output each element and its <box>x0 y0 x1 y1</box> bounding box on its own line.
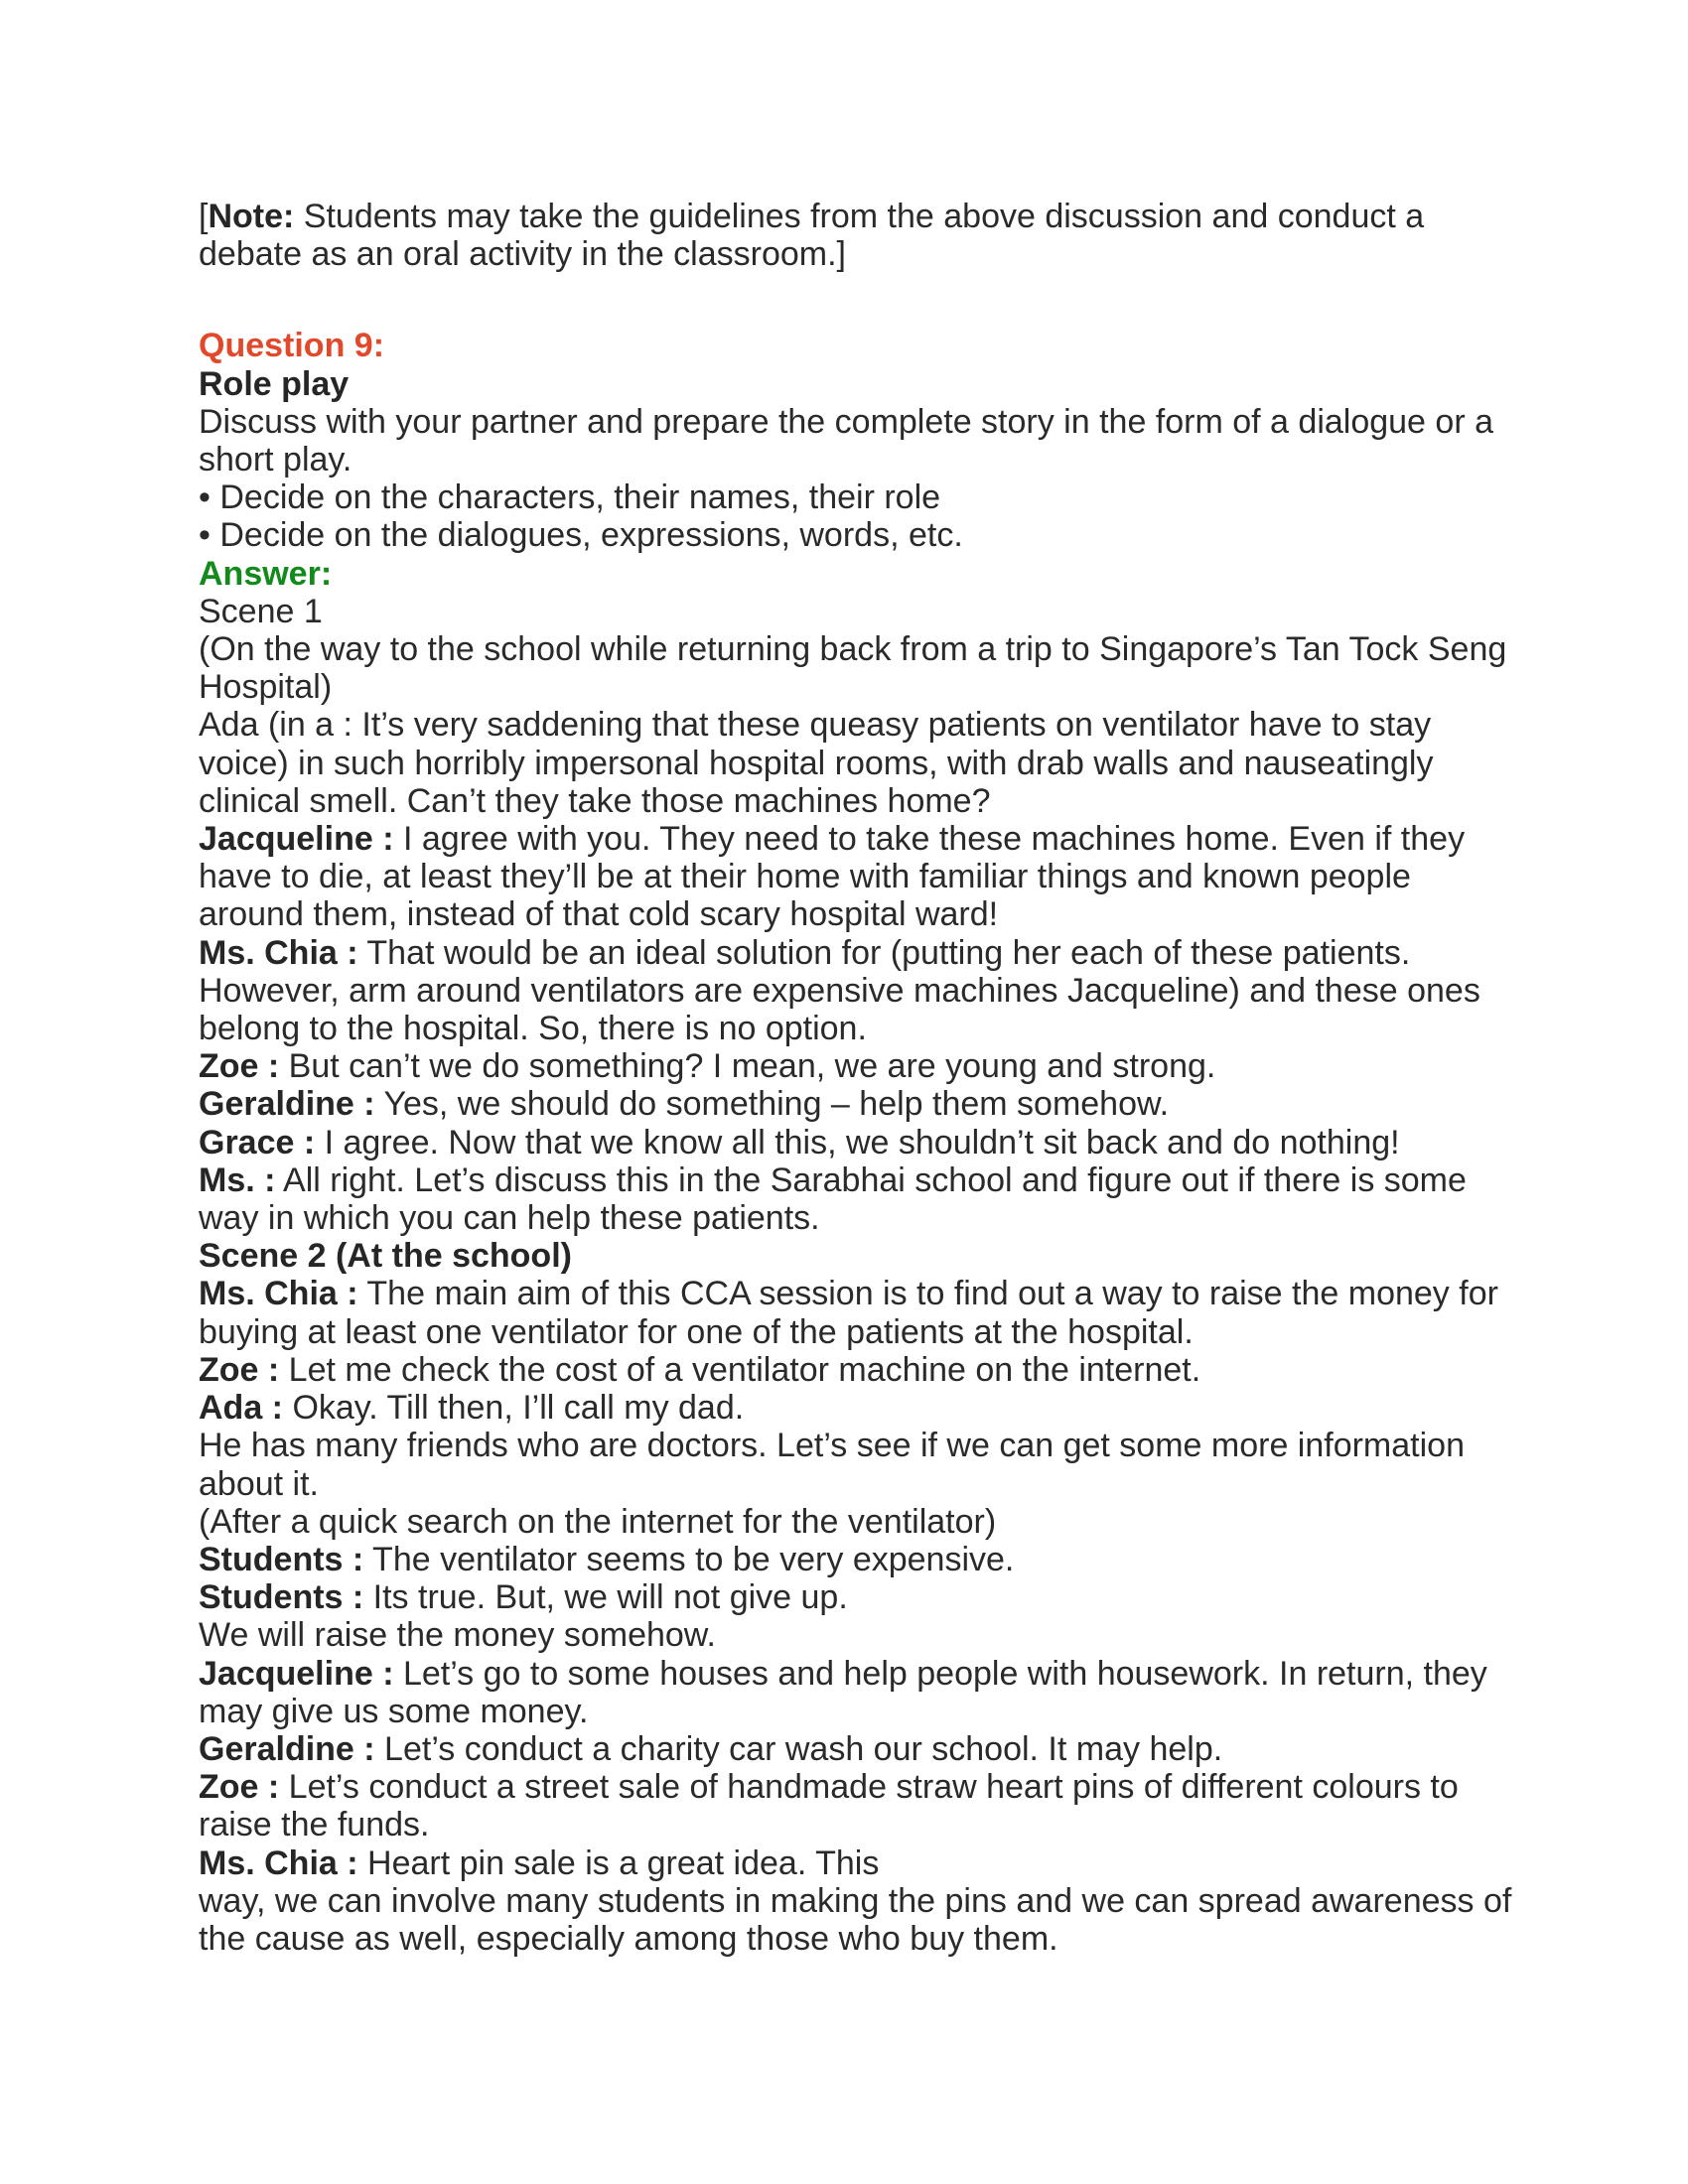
dialogue-line <box>199 934 1519 1048</box>
scene-heading: Scene 2 (At the school) <box>199 1237 572 1276</box>
speaker-name: Jacqueline : <box>199 820 394 859</box>
dialogue-line <box>199 1427 1519 1502</box>
dialogue-line <box>199 706 1519 820</box>
speaker-name: Ada : <box>199 1389 283 1428</box>
dialogue-text: The ventilator seems to be very expensive. <box>363 1540 1015 1578</box>
scene-1-direction: (On the way to the school while returning back from a trip to Singapore’s Tan Tock Seng Hospital) <box>199 630 1507 707</box>
dialogue-line <box>199 1351 1519 1389</box>
speaker-name: Ms. : <box>199 1160 276 1199</box>
speaker-name: Zoe : <box>199 1350 280 1389</box>
dialogue-text: Heart pin sale is a great idea. This <box>357 1843 880 1882</box>
dialogue-line <box>199 1124 1519 1161</box>
speaker-name: Students : <box>199 1540 364 1578</box>
dialogue-text: I agree with you. They need to take these machines home. Even if they have to die, at least they’ll be at their home with familiar things and known people around them, instead of that cold scary hospital ward! <box>199 820 1466 934</box>
bullet-item: • Decide on the dialogues, expressions, words, etc. <box>199 516 963 555</box>
question-prompt: Discuss with your partner and prepare the complete story in the form of a dialogue or a short play. <box>199 402 1494 479</box>
speaker-name: Grace : <box>199 1123 316 1161</box>
note-text: Students may take the guidelines from the above discussion and conduct a debate as an oral activity in the classroom.] <box>199 198 1425 274</box>
dialogue-text: He has many friends who are doctors. Let’s see if we can get some more information about it. <box>199 1427 1465 1503</box>
dialogue-text: But can’t we do something? I mean, we are young and strong. <box>279 1047 1216 1086</box>
speaker-name: Ms. Chia : <box>199 1275 358 1313</box>
speaker-name: Geraldine : <box>199 1729 375 1768</box>
speaker-name: Students : <box>199 1578 364 1617</box>
section-gap <box>199 273 1519 327</box>
dialogue-line <box>199 1844 1519 1882</box>
dialogue-line <box>199 1085 1519 1123</box>
dialogue-text: Yes, we should do something – help them somehow. <box>374 1085 1170 1124</box>
dialogue-text: Let’s conduct a street sale of handmade straw heart pins of different colours to raise the funds. <box>199 1768 1459 1844</box>
dialogue-line <box>199 1047 1519 1085</box>
dialogue-text: I agree. Now that we know all this, we shouldn’t sit back and do nothing! <box>315 1123 1400 1161</box>
speaker-name: Zoe : <box>199 1047 280 1086</box>
dialogue-line <box>199 1275 1519 1350</box>
speaker-name: Ms. Chia : <box>199 933 358 972</box>
speaker-name: Geraldine : <box>199 1085 375 1124</box>
dialogue-line <box>199 1882 1519 1958</box>
question-label: Question 9: <box>199 327 385 365</box>
speaker-name: Ms. Chia : <box>199 1843 358 1882</box>
dialogue-text: The main aim of this CCA session is to find out a way to raise the money for buying at least one ventilator for one of the patients at the hospital. <box>199 1275 1498 1351</box>
speaker-name: Zoe : <box>199 1768 280 1807</box>
dialogue-text: Let me check the cost of a ventilator machine on the internet. <box>279 1350 1201 1389</box>
note-label: Note: <box>208 198 295 235</box>
scene-1-title: Scene 1 <box>199 592 323 630</box>
question-title: Role play <box>199 364 350 403</box>
dialogue-line <box>199 1161 1519 1237</box>
dialogue-text: Its true. But, we will not give up. <box>363 1578 848 1617</box>
dialogue-line <box>199 1768 1519 1843</box>
dialogue-text: Let’s conduct a charity car wash our school. It may help. <box>374 1729 1223 1768</box>
dialogue-line <box>199 1578 1519 1616</box>
answer-label: Answer: <box>199 554 333 593</box>
page-content <box>199 198 1519 1958</box>
scene-2-title <box>199 1237 1519 1275</box>
dialogue-text: (After a quick search on the internet for the ventilator) <box>199 1502 997 1541</box>
bullet-item: • Decide on the characters, their names, their role <box>199 478 941 517</box>
dialogue-line <box>199 1541 1519 1578</box>
dialogue-text: Ada (in a : It’s very saddening that these queasy patients on ventilator have to stay voice) in such horribly impersonal hospital rooms, with drab walls and nauseatingly clinical smell. Can’t they take those machines home? <box>199 706 1434 820</box>
dialogue-line <box>199 1730 1519 1768</box>
dialogue-line <box>199 1616 1519 1654</box>
speaker-name: Jacqueline : <box>199 1654 394 1693</box>
dialogue-line <box>199 820 1519 934</box>
dialogue-text: All right. Let’s discuss this in the Sarabhai school and figure out if there is some way in which you can help these patients. <box>199 1160 1467 1238</box>
stage-direction <box>199 1503 1519 1541</box>
dialogue-line <box>199 1655 1519 1730</box>
dialogue-text: way, we can involve many students in making the pins and we can spread awareness of the cause as well, especially among those who buy them. <box>199 1881 1512 1958</box>
note-paragraph: [Note: Students may take the guidelines from the above discussion and conduct a debate as an oral activity in the classroom.] <box>199 198 1425 274</box>
dialogue-line <box>199 1389 1519 1427</box>
dialogue-text: Let’s go to some houses and help people with housework. In return, they may give us some money. <box>199 1654 1487 1730</box>
dialogue-text: That would be an ideal solution for (putting her each of these patients. However, arm around ventilators are expensive machines Jacqueline) and these ones belong to the hospital. So, there is no option. <box>199 933 1480 1048</box>
dialogue-text: Okay. Till then, I’ll call my dad. <box>283 1389 745 1428</box>
dialogue-text: We will raise the money somehow. <box>199 1616 716 1655</box>
